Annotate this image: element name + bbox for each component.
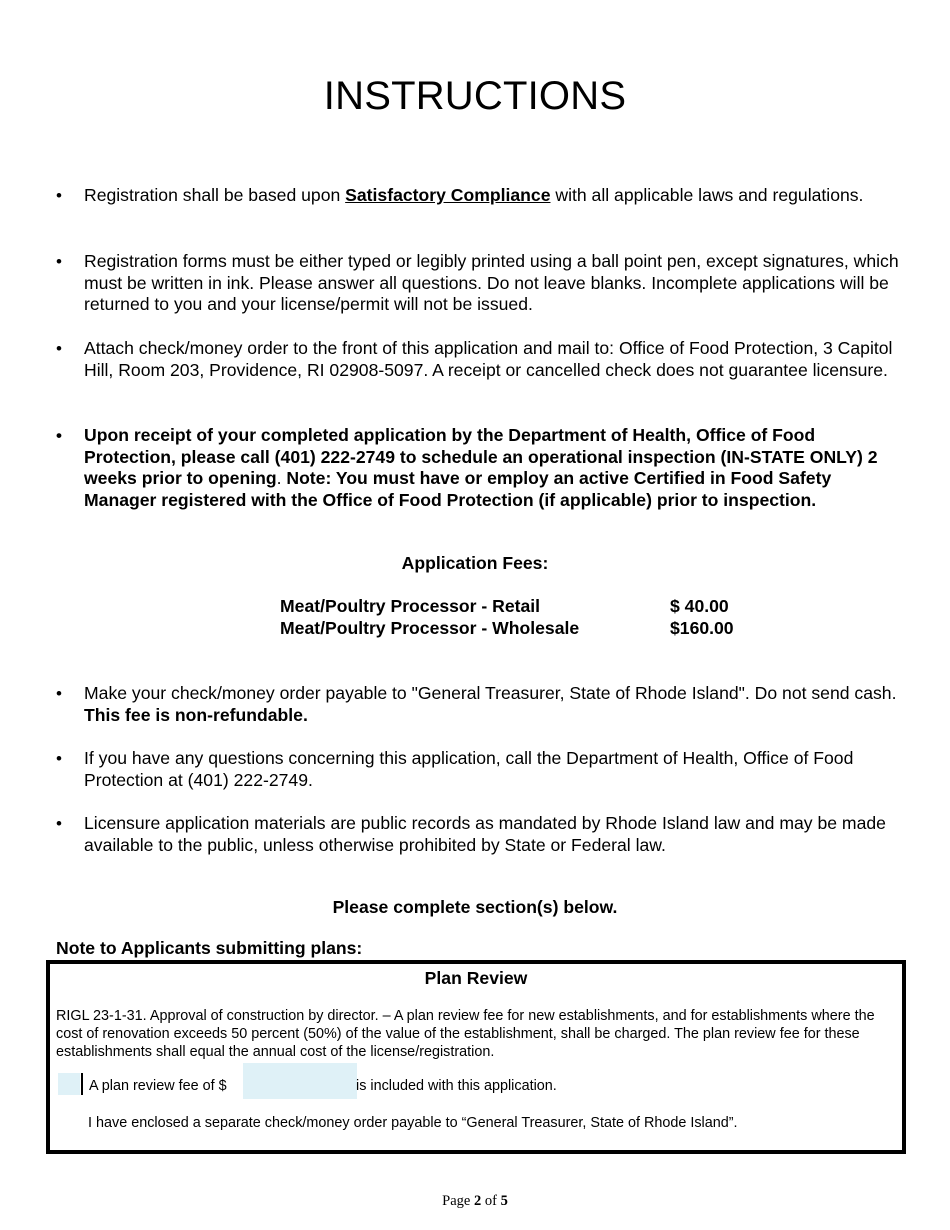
bullet-text: Upon receipt of your completed application by the Department of Health, Office of Food Protection, please call (401) 222-2749 to schedule an operational inspection (IN-STATE ONLY) 2 weeks prior to opening [84, 425, 878, 488]
page-number [0, 1193, 950, 1210]
bullet-compliance [56, 185, 899, 207]
bullet-text: Note: You must have or employ an active Certified in Food Safety Manager registered with the Office of Food Protection (if applicable) prior to inspection. [84, 468, 832, 510]
bullet-mailing [56, 338, 899, 381]
bullet-text: Registration forms must be either typed or legibly printed using a ball point pen, except signatures, which must be written in ink. Please answer all questions. Do not leave blanks. Incomplete applications will be returned to you and your license/permit will not be issued. [84, 251, 899, 314]
enclosed-check-text: I have enclosed a separate check/money order payable to “General Treasurer, State of Rhode Island”. [88, 1115, 738, 1131]
plan-review-text: RIGL 23-1-31. Approval of construction by director. – A plan review fee for new establishments, and for establishments where the cost of renovation exceeds 50 percent (50%) of the value of the establishment, shall be charged. The plan review fee for these establishments shall equal the annual cost of the license/registration. [56, 1008, 875, 1060]
plan-review-title: Plan Review [424, 968, 528, 988]
fee-name: Meat/Poultry Processor - Retail [280, 596, 541, 616]
bullet-text: with all applicable laws and regulations. [550, 185, 864, 205]
page-title: INSTRUCTIONS [323, 74, 627, 118]
page-word: Page [442, 1193, 474, 1209]
bullet-dot: • [56, 339, 62, 358]
bullet-dot: • [56, 814, 62, 833]
checkbox-divider [81, 1073, 83, 1095]
bullet-emphasis: Satisfactory Compliance [345, 185, 551, 205]
bullet-text: Licensure application materials are public records as mandated by Rhode Island law and may be made available to the public, unless otherwise prohibited by State or Federal law. [84, 813, 886, 855]
bullet-dot: • [56, 426, 62, 445]
bullet-inspection [56, 425, 899, 511]
fees-heading: Application Fees: [401, 553, 549, 573]
fee-amount: $160.00 [670, 618, 734, 638]
bullet-forms [56, 251, 899, 316]
bullet-emphasis: This fee is non-refundable. [84, 704, 308, 725]
of-word: of [481, 1193, 501, 1209]
plan-review-box [46, 960, 906, 1154]
plan-fee-tail: is included with this application. [356, 1078, 557, 1094]
bullet-questions [56, 748, 899, 791]
bullet-text: . [276, 468, 287, 488]
plan-fee-row [56, 1073, 856, 1097]
note-heading: Note to Applicants submitting plans: [56, 938, 363, 958]
bullet-text: Attach check/money order to the front of this application and mail to: Office of Food Protection, 3 Capitol Hill, Room 203, Providence, RI 02908-5097. A receipt or cancelled check does not guarantee licensure. [84, 338, 893, 380]
plan-fee-label: A plan review fee of $ [89, 1078, 227, 1094]
plan-fee-checkbox[interactable] [58, 1073, 80, 1095]
bullet-dot: • [56, 186, 62, 205]
plan-fee-input[interactable] [243, 1063, 357, 1099]
fee-amount: $ 40.00 [670, 596, 729, 616]
bullet-text: Make your check/money order payable to "General Treasurer, State of Rhode Island". Do not send cash. [84, 683, 897, 703]
bullet-dot: • [56, 749, 62, 768]
current-page: 2 [473, 1193, 482, 1209]
bullet-dot: • [56, 252, 62, 271]
bullet-dot: • [56, 684, 62, 703]
fee-name: Meat/Poultry Processor - Wholesale [280, 618, 580, 638]
complete-sections-note: Please complete section(s) below. [332, 897, 618, 917]
bullet-text: Registration shall be based upon [84, 185, 346, 205]
bullet-payment [56, 683, 899, 726]
bullet-public-records [56, 813, 899, 856]
total-pages: 5 [500, 1193, 508, 1209]
bullet-text: If you have any questions concerning this application, call the Department of Health, Office of Food Protection at (401) 222-2749. [84, 748, 854, 790]
